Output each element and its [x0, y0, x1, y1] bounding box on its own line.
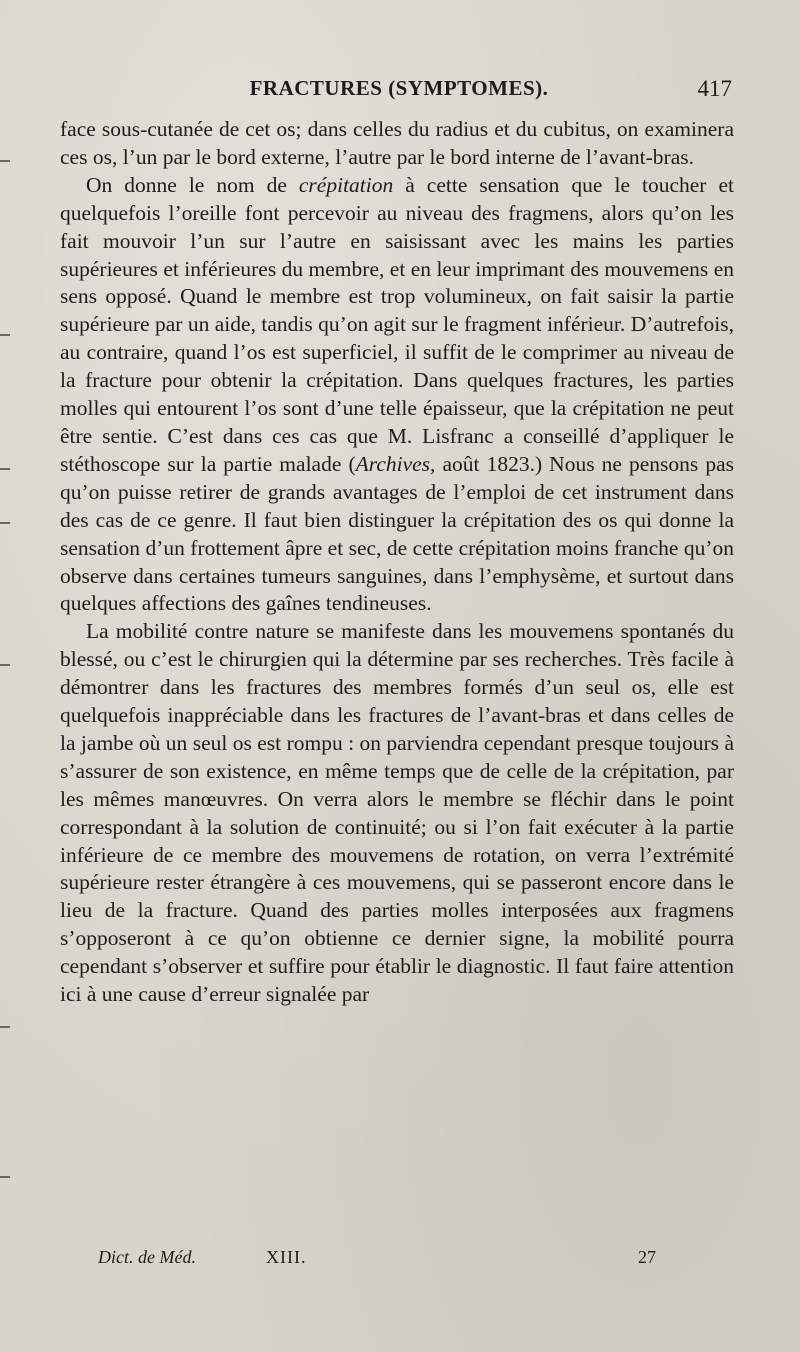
page-number: 417 [697, 76, 732, 101]
paragraph-2 [60, 172, 734, 619]
margin-mark [0, 160, 10, 162]
paragraph-2-text-b: à cette sensation que le toucher et quelquefois l’oreille font percevoir au niveau des fragmens, alors qu’on les fait mouvoir l’un sur l’autre en saisissant avec les mains les parties supérieures et inférieures du membre, et en leur imprimant des mouvemens en sens opposé. Quand le membre est trop volumineux, on fait saisir la partie supérieure par un aide, tandis qu’on agit sur le fragment inférieur. D’autrefois, au contraire, quand l’os est superficiel, il suffit de le comprimer au niveau de la fracture pour obtenir la crépitation. Dans quelques fractures, les parties molles qui entourent l’os sont d’une telle épaisseur, que la crépitation ne peut être sentie. C’est dans ces cas que M. Lisfranc a conseillé d’appliquer le stéthoscope sur la partie malade ( [60, 172, 734, 476]
margin-mark [0, 522, 10, 524]
footer-signature: 27 [638, 1247, 656, 1267]
margin-mark [0, 664, 10, 666]
paragraph-3-text: La mobilité contre nature se manifeste dans les mouvemens spontanés du blessé, ou c’est le chirurgien qui la détermine par ses recherches. Très facile à démontrer dans les fractures des membres formés d’un seul os, elle est quelquefois inappréciable dans les fractures de l’avant-bras et dans celles de la jambe où un seul os est rompu : on parviendra cependant presque toujours à s’assurer de son existence, en même temps que de celle de la crépitation, par les mêmes manœuvres. On verra alors le membre se fléchir dans le point correspondant à la solution de continuité; ou si l’on fait exécuter à la partie inférieure de ce membre des mouvemens de rotation, on verra l’extrémité supérieure rester étrangère à ces mouvemens, qui se passeront encore dans le lieu de la fracture. Quand des parties molles interposées aux fragmens s’opposeront à ce qu’on obtienne ce dernier signe, la mobilité pourra cependant s’observer et suffire pour établir le diagnostic. Il faut faire attention ici à une cause d’erreur signalée par [60, 619, 734, 1007]
footer-volume: XIII. [266, 1247, 307, 1267]
running-head [60, 76, 738, 110]
page-footer [60, 1247, 734, 1275]
citation-archives: Archives, [355, 451, 436, 476]
paragraph-3 [60, 618, 734, 1009]
margin-mark [0, 334, 10, 336]
paragraph-1-text: face sous-cutanée de cet os; dans celles du radius et du cubitus, on examinera ces os, l’un par le bord externe, l’autre par le bord interne de l’avant-bras. [60, 117, 734, 169]
paragraph-1 [60, 116, 734, 172]
footer-source: Dict. de Méd. [98, 1247, 196, 1267]
term-crepitation: crépitation [298, 172, 394, 197]
margin-mark [0, 468, 10, 470]
margin-mark [0, 1176, 10, 1178]
body-text [60, 116, 734, 1009]
paragraph-2-text-a: On donne le nom de [86, 172, 299, 197]
running-title: FRACTURES (SYMPTOMES). [249, 76, 549, 100]
paragraph-2-text-c: août 1823.) Nous ne pensons pas qu’on puisse retirer de grands avantages de l’emploi de cet instrument dans des cas de ce genre. Il faut bien distinguer la crépitation des os qui donne la sensation d’un frottement âpre et sec, de cette crépitation moins franche qu’on observe dans certaines tumeurs sanguines, dans l’emphysème, et surtout dans quelques affections des gaînes tendineuses. [60, 451, 734, 616]
margin-mark [0, 1026, 10, 1028]
